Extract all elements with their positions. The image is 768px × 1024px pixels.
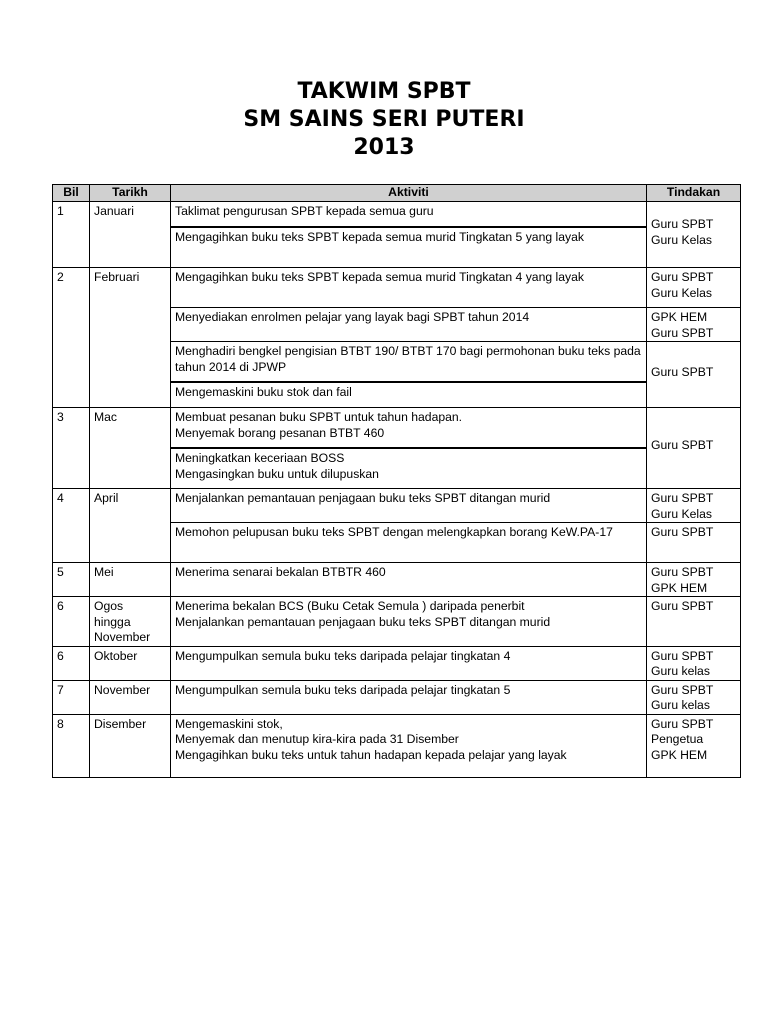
cell-aktiviti [171,448,647,489]
table-row [53,646,741,680]
cell-bil: 6 [53,646,90,680]
table-row [53,563,741,597]
cell-tarikh: April [90,489,171,563]
aktiviti-line: Mengagihkan buku teks untuk tahun hadapan kepada pelajar yang layak [175,747,567,762]
table-row [53,268,741,308]
document-title [0,78,768,162]
aktiviti-line: Menjalankan pemantauan penjagaan buku teks SPBT ditangan murid [175,614,551,629]
tarikh-line: hingga [94,614,131,629]
cell-aktiviti: Mengumpulkan semula buku teks daripada pelajar tingkatan 5 [171,680,647,714]
tindakan-line: Guru SPBT [651,716,714,731]
cell-tindakan: Guru SPBT [647,597,741,647]
cell-tarikh: Oktober [90,646,171,680]
table-row [53,714,741,778]
header-tarikh: Tarikh [90,185,171,202]
cell-tindakan [647,563,741,597]
tindakan-line: Guru SPBT [651,270,714,284]
title-line-3: 2013 [353,135,415,160]
cell-tarikh: November [90,680,171,714]
cell-aktiviti: Mengagihkan buku teks SPBT kepada semua murid Tingkatan 5 yang layak [171,227,647,268]
cell-tindakan [647,268,741,308]
tindakan-line: GPK HEM [651,580,708,595]
cell-bil: 2 [53,268,90,408]
cell-tindakan [647,308,741,342]
tindakan-line: GPK HEM [651,747,708,762]
tarikh-line: November [94,630,151,644]
cell-bil: 5 [53,563,90,597]
cell-aktiviti: Menerima senarai bekalan BTBTR 460 [171,563,647,597]
tindakan-line: Guru Kelas [651,232,712,247]
cell-aktiviti: Mengumpulkan semula buku teks daripada pelajar tingkatan 4 [171,646,647,680]
aktiviti-line: Mengasingkan buku untuk dilupuskan [175,466,379,481]
table-row [53,489,741,523]
tindakan-line: Guru SPBT [651,648,714,663]
cell-tindakan [647,680,741,714]
cell-tindakan: Guru SPBT [647,408,741,489]
tindakan-line: Guru Kelas [651,506,712,521]
header-bil: Bil [53,185,90,202]
aktiviti-line: Membuat pesanan buku SPBT untuk tahun hadapan. [175,410,463,424]
takwim-table [52,184,741,778]
table-row [53,597,741,647]
cell-aktiviti: Taklimat pengurusan SPBT kepada semua guru [171,202,647,228]
cell-tarikh: Februari [90,268,171,408]
cell-bil: 4 [53,489,90,563]
cell-tarikh: Mac [90,408,171,489]
table-header-row [53,185,741,202]
aktiviti-line: Meningkatkan keceriaan BOSS [175,451,345,465]
cell-tindakan: Guru SPBT [647,523,741,563]
cell-tindakan [647,489,741,523]
cell-tindakan [647,714,741,778]
cell-bil: 3 [53,408,90,489]
cell-bil: 8 [53,714,90,778]
title-line-2: SM SAINS SERI PUTERI [243,107,525,132]
cell-aktiviti: Mengemaskini buku stok dan fail [171,382,647,408]
cell-aktiviti: Menghadiri bengkel pengisian BTBT 190/ BTBT 170 bagi permohonan buku teks pada tahun 2014 di JPWP [171,342,647,383]
header-tindakan: Tindakan [647,185,741,202]
tindakan-line: Guru SPBT [651,682,714,697]
table-row [53,202,741,228]
cell-aktiviti [171,597,647,647]
cell-bil: 6 [53,597,90,647]
cell-tarikh: Mei [90,563,171,597]
aktiviti-line: Menerima bekalan BCS (Buku Cetak Semula ) daripada penerbit [175,599,525,613]
cell-aktiviti: Memohon pelupusan buku teks SPBT dengan melengkapkan borang KeW.PA-17 [171,523,647,563]
table-row [53,680,741,714]
cell-aktiviti: Menyediakan enrolmen pelajar yang layak bagi SPBT tahun 2014 [171,308,647,342]
tindakan-line: Guru SPBT [651,491,714,505]
title-line-1: TAKWIM SPBT [297,79,471,104]
cell-tarikh [90,597,171,647]
tindakan-line: GPK HEM [651,310,708,324]
tindakan-line: Guru SPBT [651,325,714,340]
cell-bil: 7 [53,680,90,714]
cell-tarikh: Januari [90,202,171,268]
cell-bil: 1 [53,202,90,268]
tindakan-line: Guru SPBT [651,565,714,579]
cell-aktiviti: Menjalankan pemantauan penjagaan buku teks SPBT ditangan murid [171,489,647,523]
cell-aktiviti [171,714,647,778]
cell-tindakan: Guru SPBT [647,342,741,408]
aktiviti-line: Mengemaskini stok, [175,716,283,731]
tarikh-line: Ogos [94,599,124,613]
aktiviti-line: Menyemak borang pesanan BTBT 460 [175,425,385,440]
cell-aktiviti [171,408,647,449]
tindakan-line: Guru SPBT [651,217,714,231]
tindakan-line: Pengetua [651,732,704,746]
table-row [53,408,741,449]
cell-tarikh: Disember [90,714,171,778]
tindakan-line: Guru kelas [651,664,710,678]
aktiviti-line: Menyemak dan menutup kira-kira pada 31 Disember [175,732,459,746]
cell-aktiviti: Mengagihkan buku teks SPBT kepada semua murid Tingkatan 4 yang layak [171,268,647,308]
header-aktiviti: Aktiviti [171,185,647,202]
tindakan-line: Guru Kelas [651,285,712,300]
cell-tindakan [647,646,741,680]
cell-tindakan [647,202,741,268]
tindakan-line: Guru kelas [651,698,710,712]
